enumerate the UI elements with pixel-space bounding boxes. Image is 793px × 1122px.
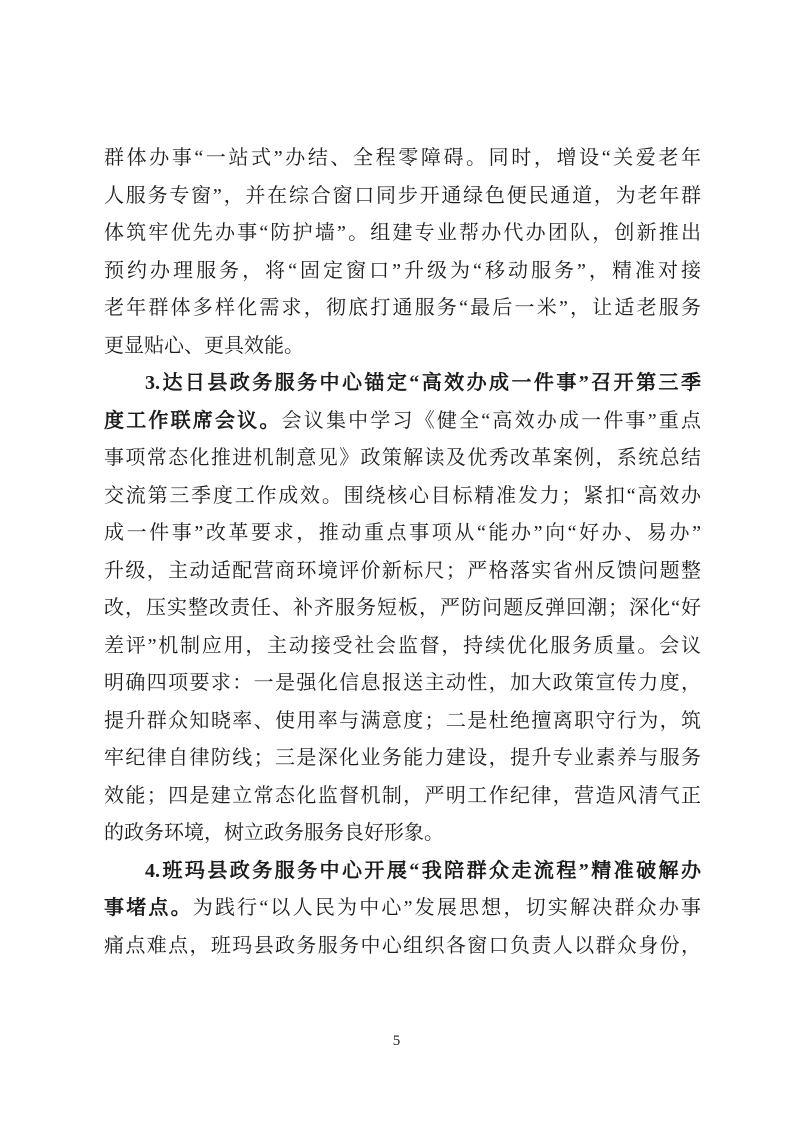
text-segment: 为践行“以人民为中心”发展思想，切实解决群众办事	[192, 897, 701, 919]
text-segment: 牢纪律自律防线；三是深化业务能力建设，提升专业素养与服务	[104, 747, 701, 769]
text-segment: 交流第三季度工作成效。围绕核心目标精准发力；紧扣“高效办	[104, 484, 701, 507]
text-line	[104, 590, 701, 628]
text-segment: 升级，主动适配营商环境评价新标尺；严格落实省州反馈问题整	[104, 559, 701, 582]
text-line	[104, 290, 701, 328]
text-line	[104, 890, 701, 928]
text-line	[104, 328, 701, 366]
bold-text-segment: 度工作联席会议。	[104, 409, 282, 432]
text-segment: 群体办事“一站式”办结、全程零障碍。同时，增设“关爱老年	[104, 147, 701, 169]
page-number: 5	[392, 1033, 401, 1049]
text-segment: 差评”机制应用，主动接受社会监督，持续优化服务质量。会议	[104, 634, 701, 657]
text-segment: 痛点难点，班玛县政务服务中心组织各窗口负责人以群众身份，	[104, 934, 701, 957]
text-line	[104, 515, 701, 553]
bold-text-segment: 3.达日县政务服务中心锚定“高效办成一件事”召开第三季	[145, 372, 701, 394]
text-segment: 事项常态化推进机制意见》政策解读及优秀改革案例，系统总结	[104, 447, 701, 469]
text-line	[104, 253, 701, 291]
bold-text-segment: 事堵点。	[104, 897, 193, 919]
text-line	[104, 215, 701, 253]
text-line	[104, 553, 701, 591]
text-line	[104, 478, 701, 516]
text-line	[104, 740, 701, 778]
text-segment: 的政务环境，树立政务服务良好形象。	[104, 822, 444, 844]
text-segment: 成一件事”改革要求，推动重点事项从“能办”向“好办、易办”	[104, 522, 701, 544]
text-segment: 改，压实整改责任、补齐服务短板，严防问题反弹回潮；深化“好	[104, 597, 701, 619]
text-line	[104, 665, 701, 703]
text-line	[104, 815, 701, 853]
text-segment: 人服务专窗”，并在综合窗口同步开通绿色便民通道，为老年群	[104, 184, 701, 207]
text-segment: 明确四项要求：一是强化信息报送主动性，加大政策宣传力度，	[104, 672, 701, 694]
text-line	[104, 178, 701, 216]
text-segment: 更显贴心、更具效能。	[104, 334, 304, 357]
text-line	[104, 853, 701, 891]
text-segment: 体筑牢优先办事“防护墙”。组建专业帮办代办团队，创新推出	[104, 222, 701, 244]
text-line	[104, 403, 701, 441]
text-line	[104, 365, 701, 403]
text-line	[104, 778, 701, 816]
text-line	[104, 928, 701, 966]
text-line	[104, 440, 701, 478]
text-segment: 提升群众知晓率、使用率与满意度；二是杜绝擅离职守行为，筑	[104, 709, 701, 732]
text-line	[104, 628, 701, 666]
document-body	[104, 140, 701, 965]
text-segment: 预约办理服务，将“固定窗口”升级为“移动服务”，精准对接	[104, 259, 701, 282]
text-line	[104, 140, 701, 178]
text-segment: 老年群体多样化需求，彻底打通服务“最后一米”，让适老服务	[104, 297, 701, 319]
text-segment: 会议集中学习《健全“高效办成一件事”重点	[281, 409, 701, 432]
text-line	[104, 703, 701, 741]
bold-text-segment: 4.班玛县政务服务中心开展“我陪群众走流程”精准破解办	[145, 859, 701, 882]
text-segment: 效能；四是建立常态化监督机制，严明工作纪律，营造风清气正	[104, 784, 701, 807]
